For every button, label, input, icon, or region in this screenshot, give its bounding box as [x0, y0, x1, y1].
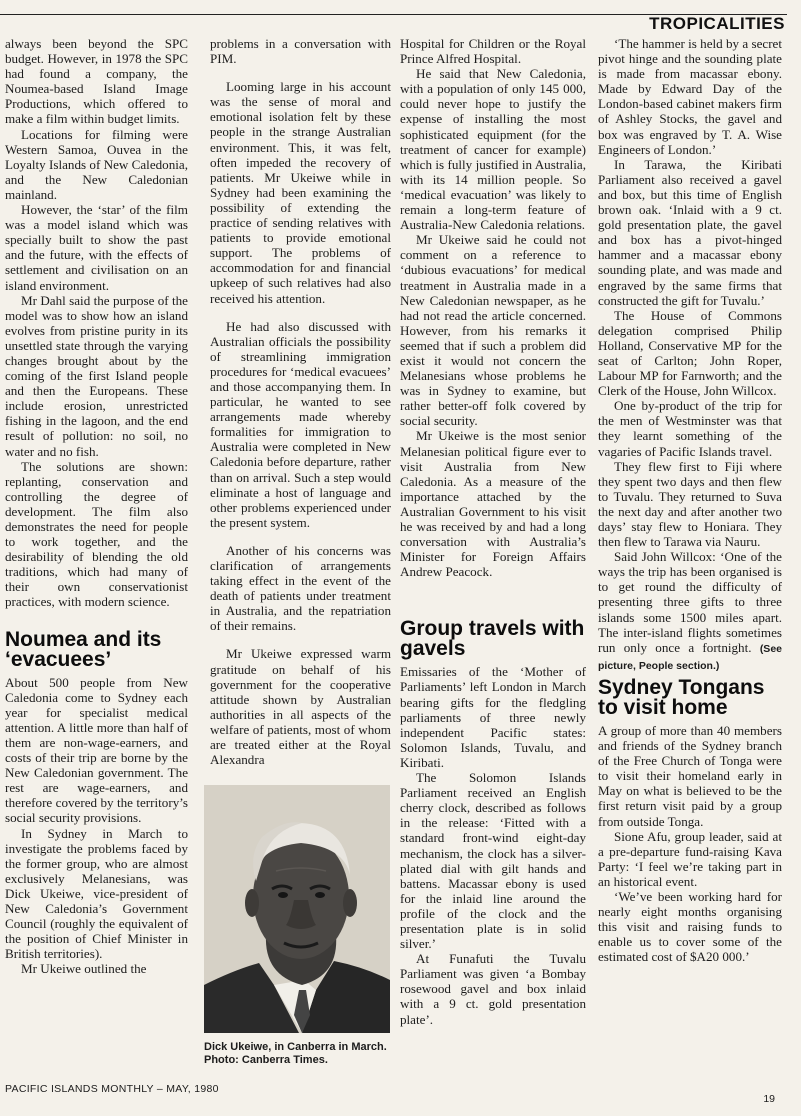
paragraph: However, the ‘star’ of the film was a model island which was specially built to show the past and the future, with the effects of settlement and civilisation on an island environment. — [5, 202, 188, 293]
column-4 — [598, 36, 782, 964]
paragraph: Mr Dahl said the purpose of the model was to show how an island evolves from pristine purity in its unsettled state through the varying changes brought about by the coming of the first Island people and then the Europeans. These include erosion, unrestricted fishing in the lagoon, and the end result of pollution: no soil, no water and no fish. — [5, 292, 188, 459]
paragraph: They flew first to Fiji where they spent two days and then flew to Tuvalu. They returned to Suva the next day and after another two days’ stay flew to Honiara. They then flew to Tarawa via Nauru. — [598, 458, 782, 550]
headline-group-travels: Group travels with gavels — [400, 617, 585, 661]
paragraph-text: Said John Willcox: ‘One of the ways the trip has been organised is to get round the difficulty of presenting three gifts to three islands some 1500 miles apart. The inter-island flights sometimes run only once a fortnight. — [598, 549, 782, 655]
column-1 — [5, 36, 188, 976]
paragraph: In Sydney in March to investigate the problems faced by the former group, who are almost exclusively Melanesians, was Dick Ukeiwe, vice-president of New Caledonia’s Government Council (roughly the equivalent of the position of Chief Minister in British territories). — [5, 825, 188, 962]
paragraph: Mr Ukeiwe is the most senior Melanesian political figure ever to visit Australia from New Caledonia. As a measure of the importance attached by the Australian Government to his visit he was received by and had a long conversation with Australia’s Minister for Foreign Affairs Andrew Peacock. — [400, 428, 586, 580]
paragraph: The Solomon Islands Parliament received an English cherry clock, described as follows in the release: ‘Fitted with a standard front-wind eight-day mechanism, the clock has a silver-plated dial with gilt hands and battens. Macassar ebony is used for the inlaid line around the profile of the clock and the presentation plate is in solid silver.’ — [400, 770, 586, 952]
page-number: 19 — [763, 1093, 775, 1105]
paragraph: Mr Ukeiwe expressed warm gratitude on behalf of his government for the cooperative attitude shown by Australian authorities in all aspects of the welfare of patients, most of whom are treated either at the Royal Alexandra — [210, 646, 391, 768]
paragraph: A group of more than 40 members and friends of the Sydney branch of the Free Church of Tonga were to visit their homeland early in May on what is believed to be the first return visit paid by a group from outside Tonga. — [598, 722, 782, 829]
paragraph: Sione Afu, group leader, said at a pre-departure fund-raising Kava Party: ‘I feel we’re taking part in an historical event. — [598, 828, 782, 889]
paragraph: The solutions are shown: replanting, conservation and controlling the degree of development. The film also demonstrates the need for people to work together, and the desirability of blending the old traditions, which had many of their own conservationist practices, with modern science. — [5, 458, 188, 610]
column-3 — [400, 36, 586, 1027]
picture-reference: (See picture, People section.) — [598, 642, 782, 672]
paragraph: Mr Ukeiwe outlined the — [21, 961, 147, 977]
paragraph: Emissaries of the ‘Mother of Parliaments’ left London in March bearing gifts for the fledgling parliaments of three newly independent Pacific states: Solomon Islands, Tuvalu, and Kiribati. — [400, 664, 586, 770]
paragraph: The House of Commons delegation comprised Philip Holland, Conservative MP for the seat of Carlton; John Roper, Labour MP for Farnworth; and the Clerk of the House, John Willcox. — [598, 307, 782, 399]
paragraph: ‘We’ve been working hard for nearly eight months organising this visit and raising funds to enable us to cover some of the estimated cost of $A20 000.’ — [598, 888, 782, 965]
paragraph: always been beyond the SPC budget. However, in 1978 the SPC had found a company, the Noumea-based Island Image Productions, which offered to make a film within budget limits. — [5, 36, 188, 127]
paragraph: At Funafuti the Tuvalu Parliament was given ‘a Bombay rosewood gavel and box inlaid with a 9 ct. gold presentation plate’. — [400, 951, 586, 1027]
headline-noumea-evacuees: Noumea and its ‘evacuees’ — [5, 627, 162, 671]
paragraph: Locations for filming were Western Samoa, Ouvea in the Loyalty Islands of New Caledonia, and the New Caledonian mainland. — [5, 126, 188, 202]
paragraph: He had also discussed with Australian officials the possibility of streamlining immigration procedures for ‘medical evacuees’ and those accompanying them. In particular, he wanted to see arrangements made whereby formalities for immigration to Australia were completed in New Caledonia before departure, rather than on arrival. Such a step would eliminate a host of language and other problems experienced under the present system. — [210, 318, 391, 530]
paragraph: ‘The hammer is held by a secret pivot hinge and the sounding plate is made from macassar ebony. Made by Edward Day of the London-based cabinet makers firm of Ashley Stocks, the gavel and box was engraved by T. A. Wise Engineers of London.’ — [598, 36, 782, 157]
paragraph: He said that New Caledonia, with a population of only 145 000, could never hope to justify the expense of installing the most sophisticated equipment (for the treatment of cancer for example) which is fully justified in Australia, with its 14 million people. So ‘medical evacuation’ was likely to remain a long-term feature of Australia-New Caledonia relations. — [400, 66, 586, 233]
section-label: TROPICALITIES — [649, 14, 785, 33]
column-2 — [204, 36, 391, 1066]
paragraph: Hospital for Children or the Royal Prince Alfred Hospital. — [400, 36, 586, 67]
publication-footer: PACIFIC ISLANDS MONTHLY – MAY, 1980 — [5, 1083, 219, 1095]
paragraph: Looming large in his account was the sense of moral and emotional isolation felt by these people in the strange Australian environment. This, it was felt, often impeded the recovery of patients. Mr Ukeiwe while in Sydney had been examining the possibility of extending the practice of sending relatives with patients to provide emotional support. The problems of accommodation for and financial upkeep of such relatives had also received his attention. — [210, 79, 391, 306]
paragraph: Another of his concerns was clarification of arrangements taking effect in the event of the death of patients under treatment in Australia, and the repatriation of their remains. — [210, 542, 391, 634]
paragraph: About 500 people from New Caledonia come to Sydney each year for specialist medical attention. A little more than half of them are non-wage-earners, and costs of their trip are borne by the New Caledonian government. The rest are wage-earners, and therefore covered by the territory’s social security provisions. — [5, 674, 188, 826]
portrait-image — [204, 785, 390, 1033]
paragraph: Mr Ukeiwe said he could not comment on a reference to ‘dubious evacuations’ for medical treatment in Australia made in a New Caledonian newspaper, as he had not read the article concerned. However, from his remarks it seemed that if such a problem did exist it would not concern the Melanesians whose problems he was in Sydney to examine, but rather better-off folk covered by social security. — [400, 232, 586, 429]
paragraph: problems in a conversation with PIM. — [210, 36, 391, 67]
paragraph: One by-product of the trip for the men of Westminster was that they learnt something of the vagaries of Pacific Islands travel. — [598, 398, 782, 459]
paragraph: In Tarawa, the Kiribati Parliament also received a gavel and box, but this time of English brown oak. ‘Inlaid with a 9 ct. gold presentation plate, the gavel and box has a pivot-hinged hammer and a macassar ebony sounding plate, and was made and engraved by the same firms that constructed the gift for Tuvalu.’ — [598, 156, 782, 308]
portrait-photo — [204, 785, 390, 1033]
photo-caption: Dick Ukeiwe, in Canberra in March. Photo: Canberra Times. — [204, 1041, 387, 1066]
paragraph — [598, 549, 782, 674]
headline-sydney-tongans: Sydney Tongans to visit home — [598, 675, 765, 719]
